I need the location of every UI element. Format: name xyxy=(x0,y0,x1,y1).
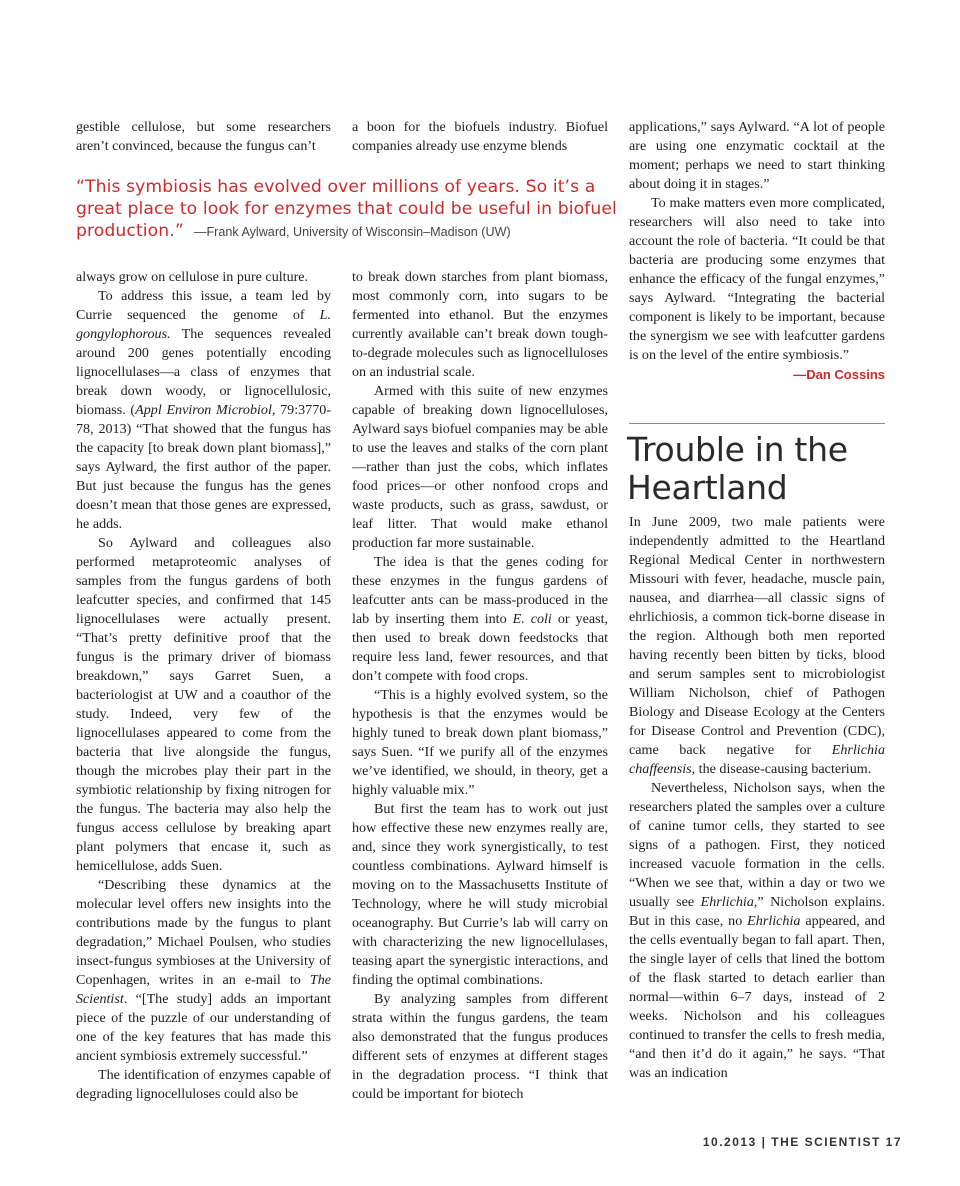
paragraph: The identification of enzymes capable of degrading lignocelluloses could also be xyxy=(76,1067,331,1102)
magazine-name: THE SCIENTIST xyxy=(771,1135,881,1149)
genus-name: Ehrlichia xyxy=(747,913,801,929)
paragraph: “Describing these dynamics at the molecular level offers new insights into the contributions made by the fungus to plant degradation,” Michael Poulsen, who studies insect-fungus symbioses at the University of Copenhagen, writes in an e-mail to The Scientist. “[The study] adds an important piece of the puzzle of our understanding of one of the key features that has made this ancient symbiosis extremely successful.” xyxy=(76,877,331,1064)
paragraph: By analyzing samples from different strata within the fungus gardens, the team also demonstrated that the fungus produces different sets of enzymes at different stages in the degradation process. “I think that could be important for biotech xyxy=(352,991,608,1102)
column-1 xyxy=(76,268,331,1104)
paragraph: In June 2009, two male patients were independently admitted to the Heartland Regional Medical Center in northwestern Missouri with fever, headache, muscle pain, nausea, and diarrhea—all classic signs of ehrlichiosis, a common tick-borne disease in the region. Although both men reported having recently been bitten by ticks, blood and serum samples sent to microbiologist William Nicholson, chief of Pathogen Biology and Disease Ecology at the Centers for Disease Control and Prevention (CDC), came back negative for Ehrlichia chaffeensis, the disease-causing bacterium. xyxy=(629,514,885,777)
page-number: 17 xyxy=(885,1135,902,1149)
column-2-top xyxy=(352,118,608,156)
article-2-body xyxy=(629,513,885,1083)
species-name: Ehrlichia chaffeensis xyxy=(629,742,885,777)
pull-quote xyxy=(76,176,636,243)
species-name: E. coli xyxy=(512,611,552,627)
species-name: L. gongylophorous. xyxy=(76,307,331,342)
paragraph: To address this issue, a team led by Currie sequenced the genome of L. gongylophorous. The sequences revealed around 200 genes potentially encoding lignocellulases—a class of enzymes that break down woody, or lignocellulosic, biomass. (Appl Environ Microbiol, 79:3770-78, 2013) “That showed that the fungus has the capacity [to break down plant biomass],” says Aylward, the first author of the paper. But just because the fungus has the genes doesn’t mean that those genes are expressed, he adds. xyxy=(76,288,332,532)
column-2 xyxy=(352,268,608,1104)
paragraph: To make matters even more complicated, researchers will also need to take into account the role of bacteria. “It could be that bacteria are producing some enzymes that enhance the efficacy of the fungal enzymes,” says Aylward. “Integrating the bacterial component is likely to be important, because the synergism we see with leafcutter gardens is on the level of the entire symbiosis.” xyxy=(629,195,885,363)
publication-name: The Scientist xyxy=(76,972,331,1007)
paragraph: But first the team has to work out just how effective these new enzymes really are, and, since they work synergistically, to test countless combinations. Aylward himself is moving on to the Massachusetts Institute of Technology, where he will study microbial oceanography. But Currie’s lab will carry on with characterizing the new lignocellulases, teasing apart the synergistic interactions, and finding the optimal combinations. xyxy=(352,801,608,988)
paragraph: So Aylward and colleagues also performed metaproteomic analyses of samples from the fungus gardens of both leafcutter species, and confirmed that 145 lignocellulases were actually present. “That’s pretty definitive proof that the fungus is the primary driver of biomass breakdown,” says Garret Suen, a bacteriologist at UW and a coauthor of the study. Indeed, very few of the lignocellulases appeared to come from the bacteria that live alongside the fungus, though the microbes play their part in the symbiotic relationship by fixing nitrogen for the fungus. The bacteria may also help the fungus access cellulose by breaking apart plant polymers that encase it, such as hemicellulose, adds Suen. xyxy=(76,535,331,874)
pull-quote-text: “This symbiosis has evolved over millions of years. So it’s a great place to look for enzymes that could be useful in biofuel production.” xyxy=(76,177,617,241)
issue-date: 10.2013 xyxy=(702,1135,757,1149)
paragraph: Nevertheless, Nicholson says, when the researchers plated the samples over a culture of canine tumor cells, they started to see signs of a pathogen. First, they noticed increased vacuole formation in the cells. “When we see that, within a day or two we usually see Ehrlichia,” Nicholson explains. But in this case, no Ehrlichia appeared, and the cells eventually began to fall apart. Then, the single layer of cells that lined the bottom of the flask started to detach earlier than normal—within 6–7 days, instead of 2 weeks. Nicholson and his colleagues continued to transfer the cells to fresh media, “and then it’d do it again,” he says. “That was an indication xyxy=(629,780,885,1081)
column-1-top xyxy=(76,118,331,156)
paragraph: Armed with this suite of new enzymes capable of breaking down lignocelluloses, Aylward says biofuel companies may be able to use the leaves and stalks of the corn plant—rather than just the cobs, which inflates food prices—or other nonfood crops and waste products, such as grass, sawdust, or leaf litter. That would make ethanol production far more sustainable. xyxy=(352,383,608,551)
pull-quote-attribution: —Frank Aylward, University of Wisconsin–Madison (UW) xyxy=(193,225,511,239)
column-3 xyxy=(629,118,885,384)
footer-separator: | xyxy=(761,1135,767,1149)
paragraph: The idea is that the genes coding for these enzymes in the fungus gardens of leafcutter ants can be mass-produced in the lab by inserting them into E. coli or yeast, then used to break down feedstocks that require less land, fewer resources, and that don’t compete with food crops. xyxy=(352,554,609,684)
section-divider xyxy=(629,423,885,424)
page-footer xyxy=(703,1135,902,1149)
paragraph: always grow on cellulose in pure culture. xyxy=(76,269,309,285)
article-headline: Trouble in the Heartland xyxy=(627,430,848,507)
paragraph: “This is a highly evolved system, so the hypothesis is that the enzymes would be highly tuned to break down plant biomass,” says Suen. “If we purify all of the enzymes we’ve identified, we should, in theory, get a highly valuable mix.” xyxy=(352,687,608,798)
paragraph: to break down starches from plant biomass, most commonly corn, into sugars to be fermented into ethanol. But the enzymes currently available can’t break down tough-to-degrade molecules such as lignocelluloses on an industrial scale. xyxy=(352,269,608,380)
paragraph: a boon for the biofuels industry. Biofuel companies already use enzyme blends xyxy=(352,119,608,154)
genus-name: Ehrlichia xyxy=(700,894,754,910)
paragraph: applications,” says Aylward. “A lot of people are using one enzymatic cocktail at the moment; perhaps we need to start thinking about doing it in stages.” xyxy=(629,119,885,192)
author-signature: —Dan Cossins xyxy=(793,367,885,382)
journal-name: Appl Environ Microbiol xyxy=(135,402,272,418)
paragraph: gestible cellulose, but some researchers aren’t convinced, because the fungus can’t xyxy=(76,119,331,154)
